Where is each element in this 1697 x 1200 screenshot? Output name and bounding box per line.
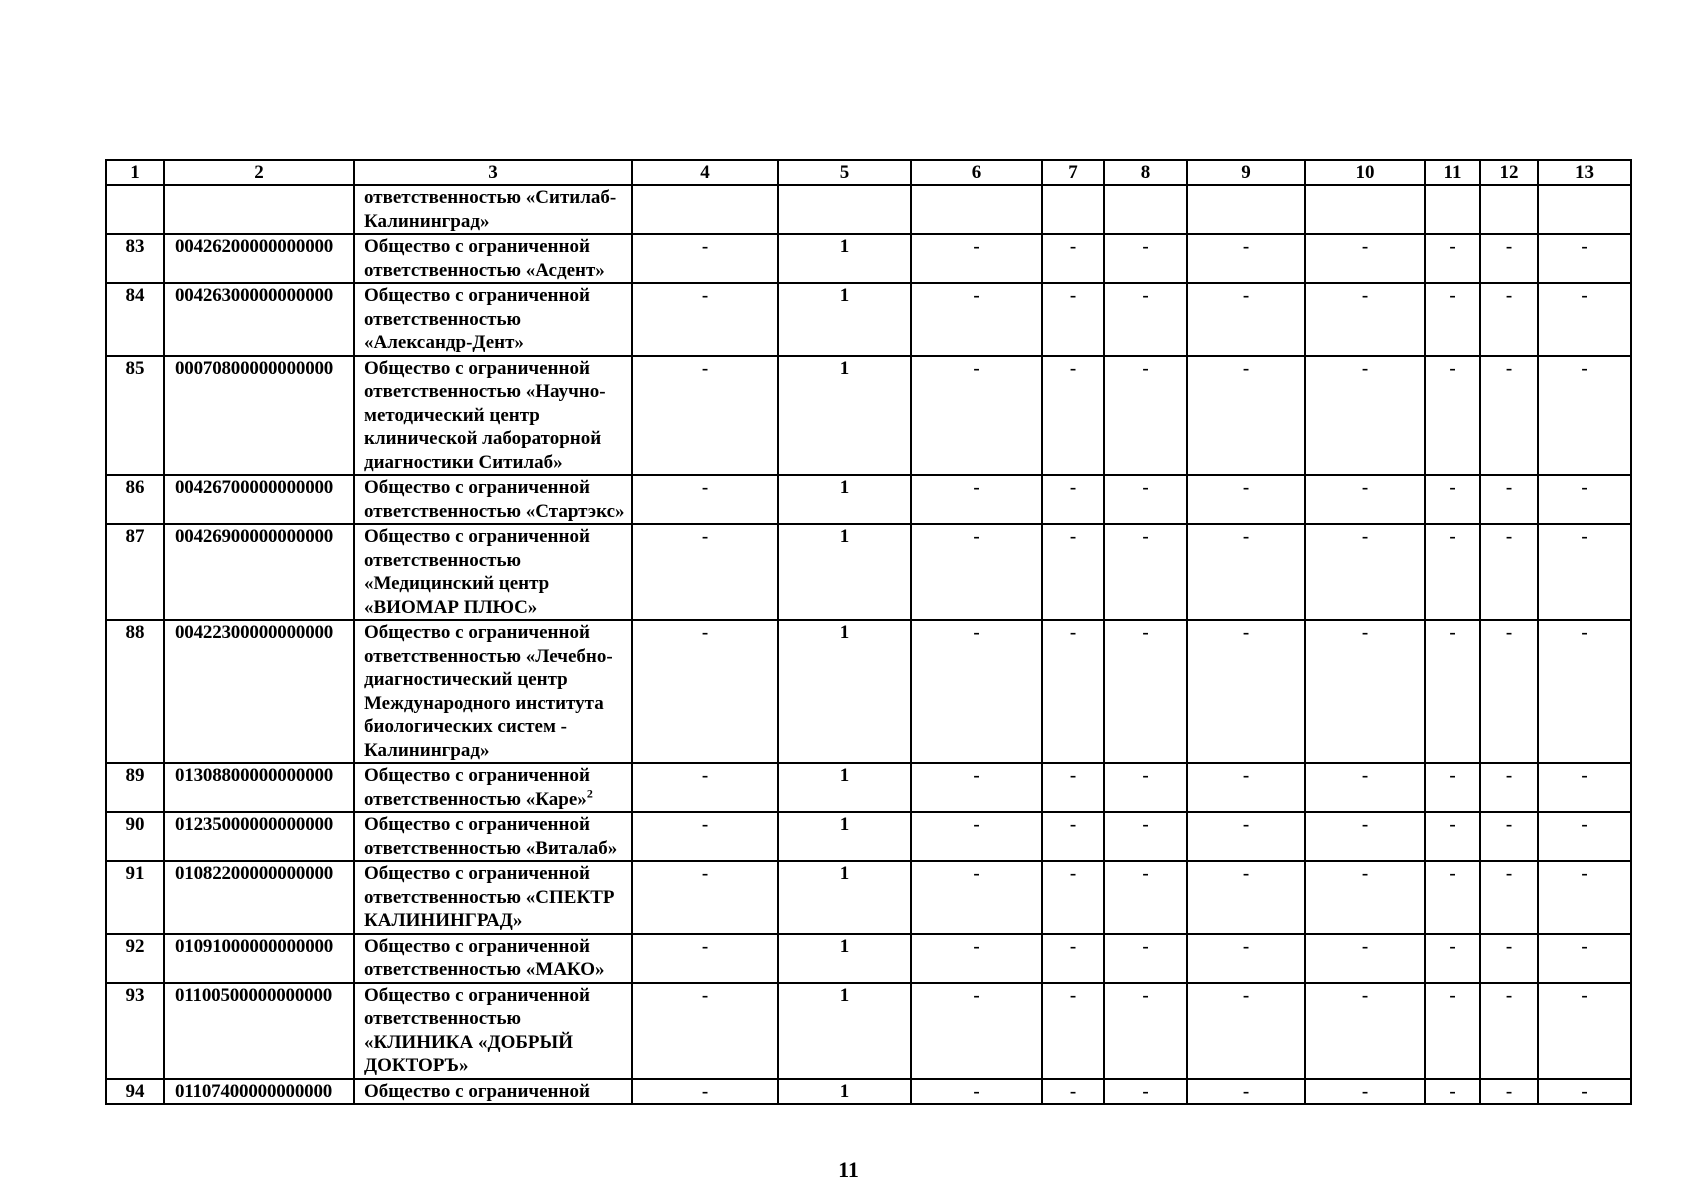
value-col-4: - — [632, 812, 778, 861]
value-col-9: - — [1187, 620, 1305, 763]
value-col-9: - — [1187, 475, 1305, 524]
value-col-10: - — [1305, 934, 1425, 983]
row-number: 93 — [106, 983, 164, 1079]
value-col-8: - — [1104, 356, 1187, 476]
value-col-9: - — [1187, 934, 1305, 983]
organization-name: Общество с ограниченной ответственностью «Лечебно-диагностический центр Международного института биологических систем - Калининград» — [364, 622, 613, 761]
value-col-9: - — [1187, 861, 1305, 934]
organization-name: Общество с ограниченной — [364, 1080, 590, 1102]
value-col-4: - — [632, 983, 778, 1079]
organization-name: ответственностью «Ситилаб-Калининград» — [364, 187, 617, 232]
organization-name: Общество с ограниченной ответственностью «КЛИНИКА «ДОБРЫЙ ДОКТОРЪ» — [364, 984, 590, 1076]
value-col-12: - — [1480, 620, 1538, 763]
organization-name: Общество с ограниченной ответственностью «Медицинский центр «ВИОМАР ПЛЮС» — [364, 526, 590, 618]
row-number: 88 — [106, 620, 164, 763]
value-col-8: - — [1104, 861, 1187, 934]
value-col-12: - — [1480, 356, 1538, 476]
value-col-9: - — [1187, 234, 1305, 283]
row-number: 92 — [106, 934, 164, 983]
value-col-7: - — [1042, 283, 1104, 356]
column-header-12: 12 — [1480, 160, 1538, 185]
organization-name-cell — [354, 983, 632, 1079]
column-header-2: 2 — [164, 160, 354, 185]
value-col-4 — [632, 185, 778, 234]
value-col-11: - — [1425, 234, 1480, 283]
value-col-5: 1 — [778, 983, 911, 1079]
value-col-7: - — [1042, 934, 1104, 983]
value-col-13: - — [1538, 934, 1631, 983]
value-col-4: - — [632, 934, 778, 983]
organization-code: 01308800000000000 — [164, 763, 354, 812]
column-header-8: 8 — [1104, 160, 1187, 185]
table-row — [106, 620, 1631, 763]
value-col-6: - — [911, 524, 1042, 620]
value-col-8: - — [1104, 234, 1187, 283]
value-col-13: - — [1538, 234, 1631, 283]
value-col-6: - — [911, 1079, 1042, 1105]
value-col-5: 1 — [778, 934, 911, 983]
value-col-10: - — [1305, 763, 1425, 812]
organization-code: 01091000000000000 — [164, 934, 354, 983]
table-row — [106, 983, 1631, 1079]
row-number: 90 — [106, 812, 164, 861]
value-col-7: - — [1042, 1079, 1104, 1105]
organizations-table — [105, 159, 1632, 1105]
value-col-8: - — [1104, 524, 1187, 620]
row-number: 86 — [106, 475, 164, 524]
row-number — [106, 185, 164, 234]
value-col-10: - — [1305, 475, 1425, 524]
value-col-4: - — [632, 356, 778, 476]
value-col-8: - — [1104, 763, 1187, 812]
organization-code: 00426200000000000 — [164, 234, 354, 283]
organization-name-cell — [354, 620, 632, 763]
value-col-8: - — [1104, 983, 1187, 1079]
value-col-10: - — [1305, 1079, 1425, 1105]
organization-code: 00426700000000000 — [164, 475, 354, 524]
value-col-6: - — [911, 620, 1042, 763]
value-col-9 — [1187, 185, 1305, 234]
value-col-12: - — [1480, 1079, 1538, 1105]
value-col-7: - — [1042, 620, 1104, 763]
value-col-8: - — [1104, 475, 1187, 524]
value-col-5: 1 — [778, 234, 911, 283]
value-col-7: - — [1042, 524, 1104, 620]
value-col-4: - — [632, 620, 778, 763]
value-col-5: 1 — [778, 524, 911, 620]
value-col-6: - — [911, 356, 1042, 476]
column-header-10: 10 — [1305, 160, 1425, 185]
value-col-9: - — [1187, 283, 1305, 356]
value-col-10: - — [1305, 283, 1425, 356]
value-col-5: 1 — [778, 475, 911, 524]
value-col-7: - — [1042, 356, 1104, 476]
value-col-11: - — [1425, 524, 1480, 620]
value-col-12: - — [1480, 812, 1538, 861]
value-col-5: 1 — [778, 356, 911, 476]
value-col-12 — [1480, 185, 1538, 234]
value-col-12: - — [1480, 983, 1538, 1079]
organization-code: 01107400000000000 — [164, 1079, 354, 1105]
value-col-10 — [1305, 185, 1425, 234]
value-col-9: - — [1187, 763, 1305, 812]
column-header-6: 6 — [911, 160, 1042, 185]
value-col-9: - — [1187, 983, 1305, 1079]
value-col-7: - — [1042, 763, 1104, 812]
organization-code: 00422300000000000 — [164, 620, 354, 763]
value-col-6: - — [911, 812, 1042, 861]
value-col-7: - — [1042, 861, 1104, 934]
value-col-4: - — [632, 524, 778, 620]
column-header-11: 11 — [1425, 160, 1480, 185]
organization-name-cell — [354, 861, 632, 934]
organization-name-cell — [354, 475, 632, 524]
value-col-13: - — [1538, 283, 1631, 356]
organization-name: Общество с ограниченной ответственностью «Асдент» — [364, 236, 605, 281]
value-col-9: - — [1187, 1079, 1305, 1105]
column-header-9: 9 — [1187, 160, 1305, 185]
value-col-12: - — [1480, 861, 1538, 934]
table-row — [106, 812, 1631, 861]
value-col-10: - — [1305, 620, 1425, 763]
value-col-5: 1 — [778, 861, 911, 934]
organization-code: 01100500000000000 — [164, 983, 354, 1079]
value-col-5: 1 — [778, 620, 911, 763]
table-row — [106, 524, 1631, 620]
organization-name: Общество с ограниченной ответственностью «Виталаб» — [364, 814, 618, 859]
row-number: 94 — [106, 1079, 164, 1105]
value-col-6: - — [911, 983, 1042, 1079]
page-number: 11 — [838, 1157, 859, 1182]
value-col-11: - — [1425, 861, 1480, 934]
value-col-4: - — [632, 283, 778, 356]
value-col-5: 1 — [778, 763, 911, 812]
value-col-5: 1 — [778, 1079, 911, 1105]
value-col-12: - — [1480, 475, 1538, 524]
column-header-7: 7 — [1042, 160, 1104, 185]
value-col-4: - — [632, 234, 778, 283]
organization-name-cell — [354, 524, 632, 620]
value-col-12: - — [1480, 934, 1538, 983]
value-col-7: - — [1042, 234, 1104, 283]
value-col-6: - — [911, 283, 1042, 356]
organization-name-cell — [354, 1079, 632, 1105]
value-col-13: - — [1538, 475, 1631, 524]
value-col-8: - — [1104, 283, 1187, 356]
value-col-6: - — [911, 475, 1042, 524]
table-row — [106, 283, 1631, 356]
value-col-6: - — [911, 763, 1042, 812]
value-col-10: - — [1305, 983, 1425, 1079]
value-col-10: - — [1305, 524, 1425, 620]
table-row — [106, 1079, 1631, 1105]
value-col-11: - — [1425, 475, 1480, 524]
organization-name: Общество с ограниченной ответственностью «Каре» — [364, 765, 590, 810]
table-row — [106, 861, 1631, 934]
organization-name-cell — [354, 763, 632, 812]
table-row — [106, 475, 1631, 524]
value-col-10: - — [1305, 356, 1425, 476]
organization-code: 01235000000000000 — [164, 812, 354, 861]
organization-name-cell — [354, 283, 632, 356]
column-header-3: 3 — [354, 160, 632, 185]
value-col-13: - — [1538, 812, 1631, 861]
organization-name-cell — [354, 934, 632, 983]
value-col-8: - — [1104, 620, 1187, 763]
value-col-6: - — [911, 934, 1042, 983]
table-row — [106, 185, 1631, 234]
value-col-8 — [1104, 185, 1187, 234]
organization-code: 00070800000000000 — [164, 356, 354, 476]
column-header-5: 5 — [778, 160, 911, 185]
value-col-13: - — [1538, 861, 1631, 934]
value-col-11: - — [1425, 812, 1480, 861]
value-col-13: - — [1538, 763, 1631, 812]
value-col-7 — [1042, 185, 1104, 234]
table-body — [106, 185, 1631, 1104]
value-col-11: - — [1425, 983, 1480, 1079]
organization-name: Общество с ограниченной ответственностью «Стартэкс» — [364, 477, 625, 522]
value-col-5: 1 — [778, 283, 911, 356]
value-col-13: - — [1538, 1079, 1631, 1105]
value-col-8: - — [1104, 1079, 1187, 1105]
value-col-12: - — [1480, 524, 1538, 620]
value-col-8: - — [1104, 812, 1187, 861]
organization-name: Общество с ограниченной ответственностью «СПЕКТР КАЛИНИНГРАД» — [364, 863, 615, 931]
row-number: 87 — [106, 524, 164, 620]
table-row — [106, 763, 1631, 812]
organization-code: 00426300000000000 — [164, 283, 354, 356]
column-header-13: 13 — [1538, 160, 1631, 185]
value-col-10: - — [1305, 812, 1425, 861]
value-col-6: - — [911, 234, 1042, 283]
value-col-12: - — [1480, 234, 1538, 283]
value-col-7: - — [1042, 812, 1104, 861]
value-col-5: 1 — [778, 812, 911, 861]
row-number: 83 — [106, 234, 164, 283]
value-col-8: - — [1104, 934, 1187, 983]
column-header-1: 1 — [106, 160, 164, 185]
value-col-13 — [1538, 185, 1631, 234]
value-col-4: - — [632, 861, 778, 934]
value-col-11: - — [1425, 620, 1480, 763]
table-row — [106, 234, 1631, 283]
row-number: 91 — [106, 861, 164, 934]
value-col-12: - — [1480, 763, 1538, 812]
column-header-4: 4 — [632, 160, 778, 185]
table-row — [106, 356, 1631, 476]
value-col-12: - — [1480, 283, 1538, 356]
value-col-13: - — [1538, 983, 1631, 1079]
organization-name-cell — [354, 812, 632, 861]
table-row — [106, 934, 1631, 983]
value-col-10: - — [1305, 861, 1425, 934]
footnote-marker: 2 — [586, 786, 593, 801]
organization-name-cell — [354, 356, 632, 476]
row-number: 85 — [106, 356, 164, 476]
row-number: 89 — [106, 763, 164, 812]
value-col-9: - — [1187, 524, 1305, 620]
value-col-9: - — [1187, 812, 1305, 861]
value-col-10: - — [1305, 234, 1425, 283]
value-col-6 — [911, 185, 1042, 234]
value-col-13: - — [1538, 356, 1631, 476]
value-col-4: - — [632, 475, 778, 524]
organization-name: Общество с ограниченной ответственностью «МАКО» — [364, 935, 605, 980]
column-number-header-row — [106, 160, 1631, 185]
value-col-11: - — [1425, 763, 1480, 812]
value-col-7: - — [1042, 475, 1104, 524]
value-col-11: - — [1425, 934, 1480, 983]
value-col-11 — [1425, 185, 1480, 234]
value-col-5 — [778, 185, 911, 234]
organization-code: 00426900000000000 — [164, 524, 354, 620]
value-col-11: - — [1425, 283, 1480, 356]
value-col-13: - — [1538, 524, 1631, 620]
value-col-11: - — [1425, 356, 1480, 476]
value-col-13: - — [1538, 620, 1631, 763]
organization-name: Общество с ограниченной ответственностью «Научно-методический центр клинической лабораторной диагностики Ситилаб» — [364, 357, 606, 473]
organization-name-cell — [354, 185, 632, 234]
row-number: 84 — [106, 283, 164, 356]
value-col-4: - — [632, 763, 778, 812]
value-col-4: - — [632, 1079, 778, 1105]
value-col-11: - — [1425, 1079, 1480, 1105]
value-col-6: - — [911, 861, 1042, 934]
organization-name: Общество с ограниченной ответственностью «Александр-Дент» — [364, 285, 590, 353]
organization-code — [164, 185, 354, 234]
organization-name-cell — [354, 234, 632, 283]
value-col-9: - — [1187, 356, 1305, 476]
value-col-7: - — [1042, 983, 1104, 1079]
organization-code: 01082200000000000 — [164, 861, 354, 934]
